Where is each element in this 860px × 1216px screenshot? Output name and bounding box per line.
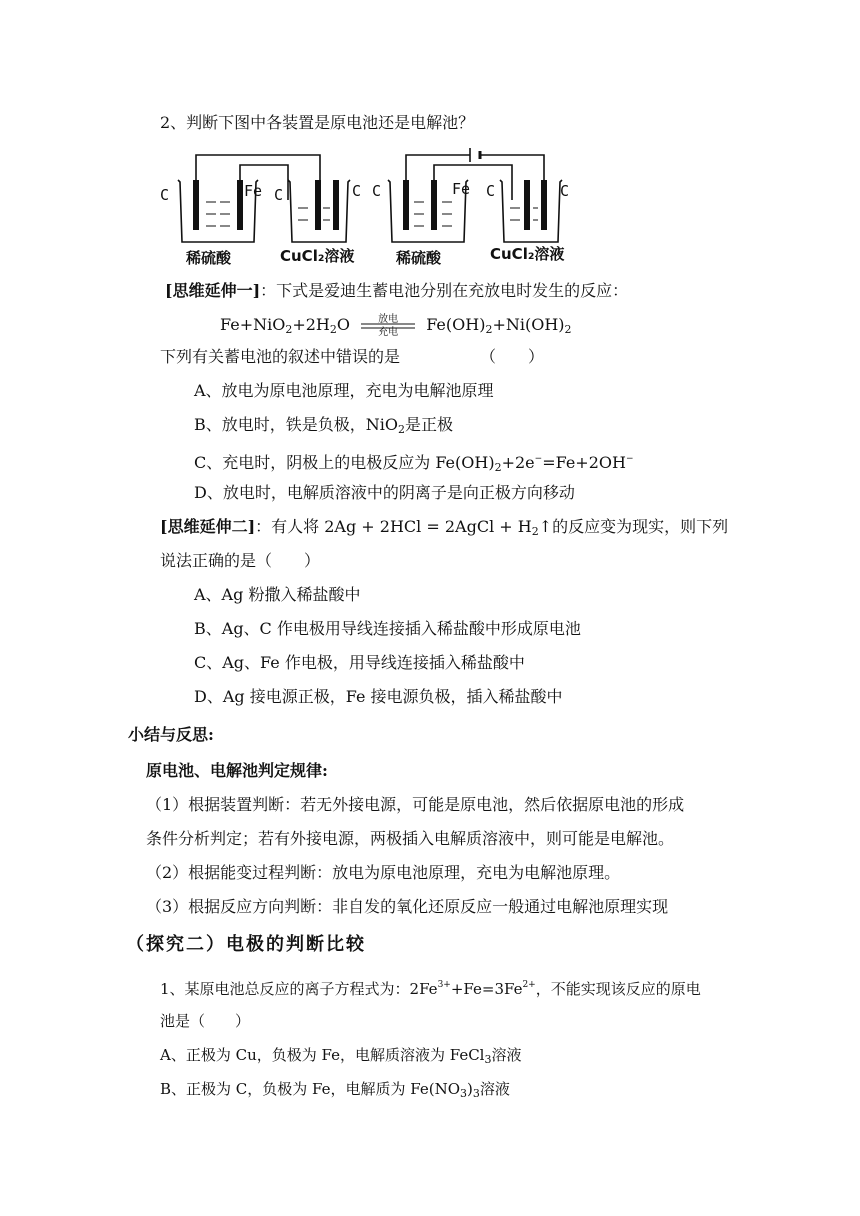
ext2-option-a: A、Ag 粉撒入稀盐酸中 <box>194 585 361 604</box>
rule-1a: （1）根据装置判断：若无外接电源，可能是原电池，然后依据原电池的形成 <box>146 795 685 814</box>
cell2-solution-label: CuCl₂溶液 <box>280 247 355 265</box>
cell4-left-label: C <box>486 182 496 200</box>
cell3-left-label: C <box>372 182 382 200</box>
cell2-right-label: C <box>352 182 362 200</box>
section2-q1-line2: 池是（ ） <box>160 1012 251 1030</box>
section2-option-a: A、正极为 Cu，负极为 Fe，电解质溶液为 FeCl$_3$溶液 <box>160 1046 522 1066</box>
ext2-option-d: D、Ag 接电源正极，Fe 接电源负极，插入稀盐酸中 <box>194 687 563 706</box>
section2-q1-line1: 1、某原电池总反应的离子方程式为：$2Fe^{3+}+Fe=3Fe^{2+}$，不能实现该反应的原电 <box>160 980 701 998</box>
cell1-left-label: C <box>160 186 170 204</box>
cell1-solution-label: 稀硫酸 <box>186 249 232 267</box>
extension-1-intro: [思维延伸一]：下式是爱迪生蓄电池分别在充放电时发生的反应： <box>165 281 629 300</box>
reaction-equation: $Fe+NiO_2+2H_2O$ 放电 充电 $Fe(OH)_2+Ni(OH)_2$ <box>220 313 572 338</box>
rule-title: 原电池、电解池判定规律: <box>146 761 328 780</box>
ext1-option-d: D、放电时，电解质溶液中的阴离子是向正极方向移动 <box>194 483 575 502</box>
rule-2: （2）根据能变过程判断：放电为原电池原理，充电为电解池原理。 <box>146 863 621 882</box>
cell2-left-label: C <box>274 186 284 204</box>
extension-1-tag: [思维延伸一] <box>165 281 261 300</box>
ext2-option-b: B、Ag、C 作电极用导线连接插入稀盐酸中形成原电池 <box>194 619 581 638</box>
section-2-title: （探究二）电极的判断比较 <box>126 934 366 955</box>
cell3-right-label: Fe <box>452 180 471 198</box>
extension-2-line1: [思维延伸二]：有人将 2Ag + 2HCl = 2AgCl + $H_2↑$的反应变为现实，则下列 <box>160 517 729 538</box>
rule-1b: 条件分析判定；若有外接电源，两极插入电解质溶液中，则可能是电解池。 <box>146 829 675 848</box>
extension-1-question: 下列有关蓄电池的叙述中错误的是 <box>160 347 401 366</box>
cell3-solution-label: 稀硫酸 <box>396 249 442 267</box>
cell1-right-label: Fe <box>244 182 263 200</box>
ext1-option-b: B、放电时，铁是负极，NiO$_2$是正极 <box>194 415 454 436</box>
extension-1-bracket: （ ） <box>480 347 545 366</box>
reversible-arrow: 放电 充电 <box>378 313 399 338</box>
cell4-right-label: C <box>560 182 570 200</box>
rule-3: （3）根据反应方向判断：非自发的氧化还原反应一般通过电解池原理实现 <box>146 897 669 916</box>
extension-2-line2: 说法正确的是（ ） <box>160 551 321 570</box>
summary-title: 小结与反思: <box>128 725 214 744</box>
section2-option-b: B、正极为 C，负极为 Fe，电解质为 $Fe(NO_3)_3$溶液 <box>160 1080 510 1100</box>
ext2-option-c: C、Ag、Fe 作电极，用导线连接插入稀盐酸中 <box>194 653 525 672</box>
ext1-option-a: A、放电为原电池原理，充电为电解池原理 <box>194 381 494 400</box>
extension-2-tag: [思维延伸二] <box>160 517 256 536</box>
question-2: 2、判断下图中各装置是原电池还是电解池？ <box>160 113 475 132</box>
cell4-solution-label: CuCl₂溶液 <box>490 245 565 263</box>
apparatus-diagram <box>150 140 590 270</box>
ext1-option-c: C、充电时，阴极上的电极反应为 $Fe(OH)_2+2e^-=Fe+2OH^-$ <box>194 453 634 474</box>
